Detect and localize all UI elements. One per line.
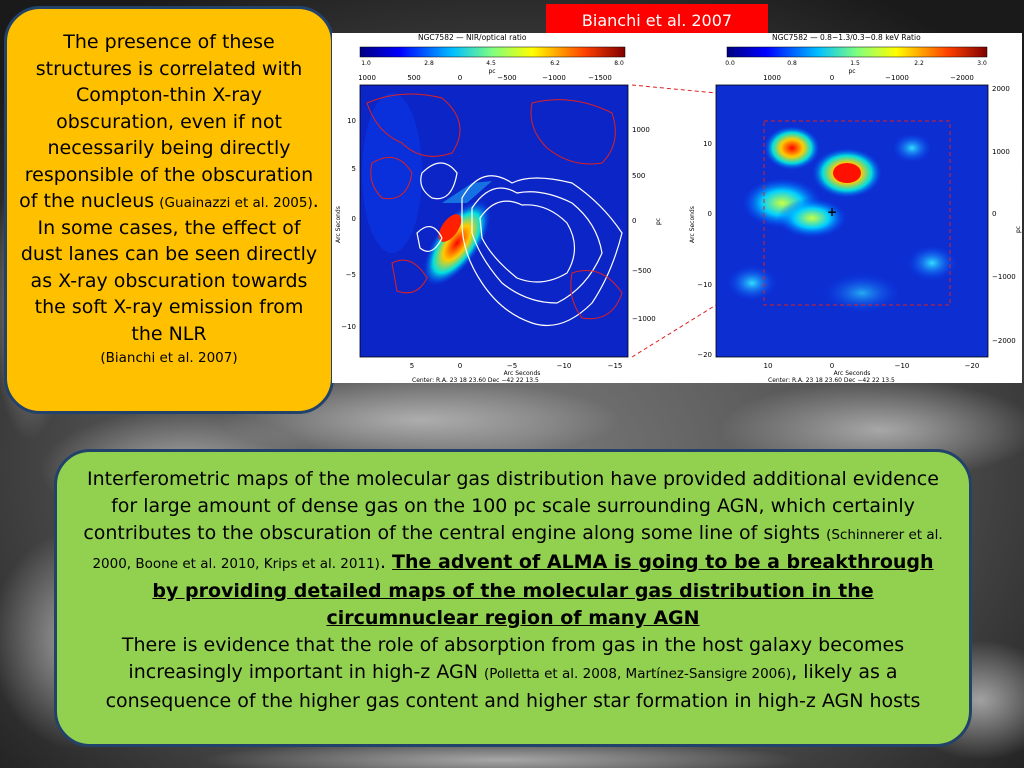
right-y-tick: −20 [697,351,712,359]
right-colorbar-tick: 3.0 [977,60,987,67]
summary-text-box [4,6,334,414]
left-colorbar-tick: 2.8 [424,60,434,67]
left-pc-tick: −1000 [542,74,566,82]
right-colorbar-tick: 0.0 [725,60,735,67]
right-panel-xray-ratio [689,33,1022,383]
right-y-tick: −10 [697,281,712,289]
left-x-tick: 5 [409,362,415,370]
left-colorbar-tick: 6.2 [550,60,560,67]
right-y-label: Arc Seconds [689,206,696,243]
alma-text-box: Interferometric maps of the molecular gas distribution have provided additional evidence for large amount of dense gas on the 100 pc scale surrounding AGN, which certainly contributes to the obscuration of the central engine along some line of sights (Schinnerer et al. 2000, Boone et al. 2010, Krips et al. 2011). The advent of ALMA is going to be a breakthrough by providing detailed maps of the molecular gas distribution in the circumnuclear region of many AGN There is evidence that the role of absorption from gas in the host galaxy becomes increasingly important in high-z AGN (Polletta et al. 2008, Martínez-Sansigre 2006), likely as a consequence of the higher gas content and higher star formation in high-z AGN hosts [54,449,972,747]
left-pc-label: pc [488,68,496,75]
reference-bianchi: (Bianchi et al. 2007) [100,350,238,366]
right-panel-title: NGC7582 — 0.8−1.3/0.3−0.8 keV Ratio [772,33,921,42]
left-y-tick: 5 [351,165,356,173]
left-right-label: pc [655,217,662,225]
right-y-tick: 10 [703,140,712,148]
left-colorbar-tick: 4.5 [486,60,496,67]
left-pc-tick: −1500 [588,74,612,82]
right-x-tick: 0 [829,362,835,370]
reference-guainazzi: (Guainazzi et al. 2005) [159,195,313,211]
left-pc-tick: −500 [497,74,517,82]
paragraph-1-references: (Schinnerer et al. 2000, Boone et al. 2010, Krips et al. 2011) [92,527,943,572]
right-colorbar [727,47,987,57]
right-pc-label: pc [848,68,856,75]
summary-text: The presence of these structures is correlated with Compton-thin X-ray obscuration, even if not necessarily being directly responsible of the obscuration of the nucleus [19,31,314,212]
citation-tag: Bianchi et al. 2007 [546,4,768,38]
left-x-tick: 0 [457,362,463,370]
left-right-tick: 0 [632,217,637,225]
left-y-tick: −10 [341,323,356,331]
left-center-coords: Center: R.A. 23 18 23.60 Dec −42 22 13.5 [412,377,539,383]
left-colorbar-tick: 1.0 [361,60,371,67]
left-y-label: Arc Seconds [335,206,342,243]
right-x-tick: 10 [763,362,773,370]
right-right-tick: 0 [992,210,997,218]
left-colorbar-tick: 8.0 [614,60,624,67]
left-y-tick: 0 [351,215,356,223]
left-panel-nir-optical-ratio [335,33,662,383]
left-colorbar [360,47,625,57]
right-colorbar-tick: 2.2 [914,60,924,67]
right-right-tick: 1000 [992,148,1010,156]
right-pc-tick: 0 [829,74,835,82]
right-right-tick: −2000 [992,337,1016,345]
right-x-label: Arc Seconds [833,370,871,377]
right-center-coords: Center: R.A. 23 18 23.60 Dec −42 22 13.5 [768,377,895,383]
right-y-tick: 0 [707,210,712,218]
paragraph-2-end: , likely as a consequence of the higher gas content and higher star formation in high-z AGN hosts [105,661,921,712]
paragraph-2-text: There is evidence that the role of absorption from gas in the host galaxy becomes increasingly important in high-z AGN [121,634,905,683]
left-pc-tick: 500 [407,74,421,82]
right-right-tick: −1000 [992,273,1016,281]
left-panel-title: NGC7582 — NIR/optical ratio [418,33,527,42]
right-x-tick: −10 [894,362,910,370]
right-pc-tick: −1000 [885,74,909,82]
left-right-tick: −500 [632,267,652,275]
left-pc-tick: 0 [457,74,463,82]
alma-highlight-text: The advent of ALMA is going to be a breakthrough by providing detailed maps of the molecular gas distribution in the circumnuclear region of many AGN [152,551,934,629]
right-hotspot-upper [764,126,820,170]
paragraph-2-references: (Polletta et al. 2008, Martínez-Sansigre 2006) [483,666,792,682]
left-right-tick: −1000 [632,315,656,323]
figure-ngc7582-maps [332,33,1022,383]
left-y-tick: 10 [347,117,356,125]
right-nucleus-marker: + [826,205,838,219]
right-colorbar-tick: 1.5 [850,60,860,67]
left-right-tick: 500 [632,172,646,180]
summary-text-continued: . In some cases, the effect of dust lanes can be seen directly as X-ray obscuration towards the soft X-ray emission from the NLR [20,190,319,345]
right-pc-tick: 1000 [763,74,781,82]
left-right-tick: 1000 [632,126,650,134]
left-x-label: Arc Seconds [503,370,541,377]
left-x-tick: −5 [506,362,518,370]
paragraph-1-text: Interferometric maps of the molecular gas distribution have provided additional evidence for large amount of dense gas on the 100 pc scale surrounding AGN, which certainly contributes to the obscuration of the central engine along some line of sights [83,468,939,544]
left-y-tick: −5 [345,271,356,279]
right-right-label: pc [1015,225,1022,233]
right-colorbar-tick: 0.8 [787,60,797,67]
left-x-tick: −15 [607,362,623,370]
right-x-tick: −20 [964,362,980,370]
right-pc-tick: −2000 [950,74,974,82]
right-right-tick: 2000 [992,85,1010,93]
left-x-tick: −10 [556,362,572,370]
left-pc-tick: 1000 [358,74,376,82]
